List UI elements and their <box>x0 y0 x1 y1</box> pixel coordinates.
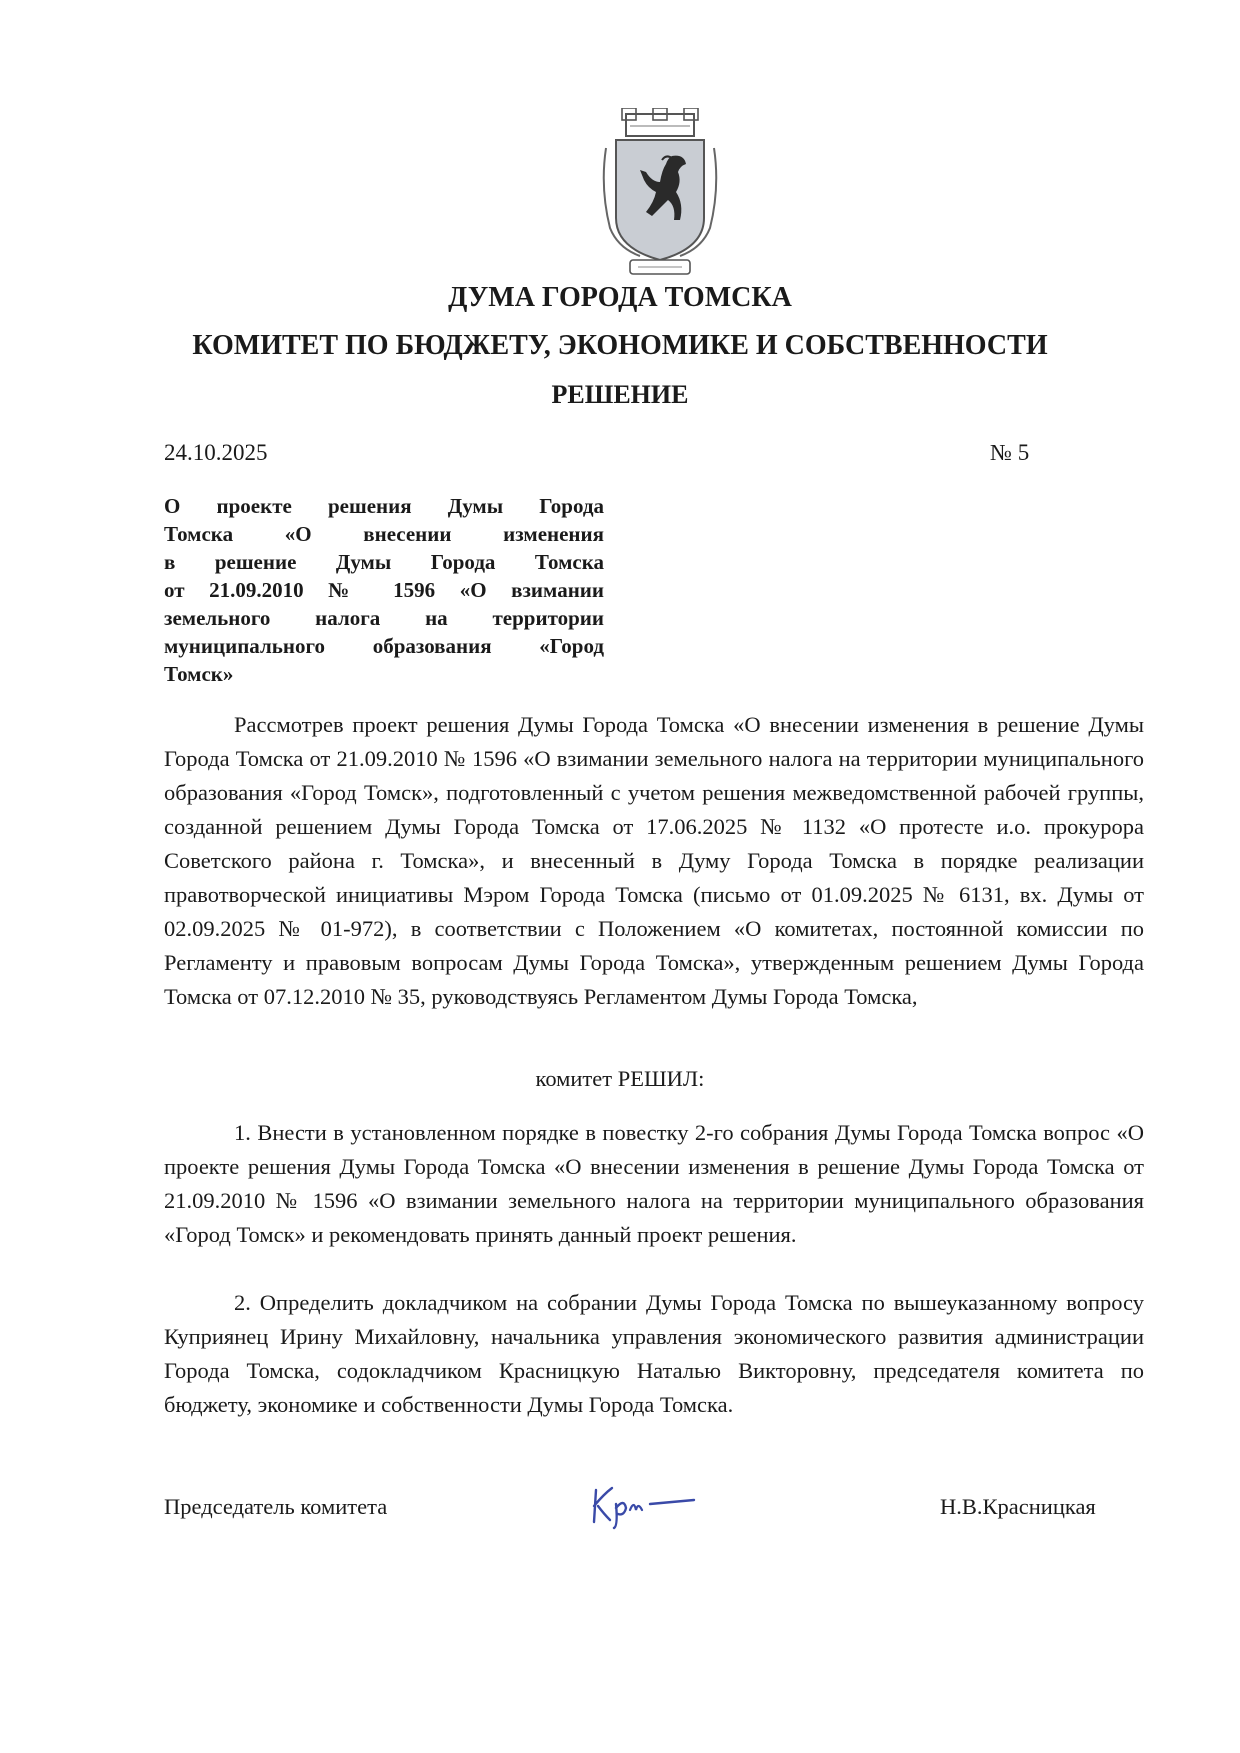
subject-line: в решение Думы Города Томска <box>164 550 604 574</box>
subject-line: земельного налога на территории <box>164 606 604 630</box>
signatory-name: Н.В.Красницкая <box>940 1494 1096 1519</box>
subject-line: О проекте решения Думы Города <box>164 494 604 518</box>
resolution-item-1: 1. Внести в установленном порядке в повестку 2-го собрания Думы Города Томска вопрос «О проекте решения Думы Города Томска «О внесении изменения в решение Думы Города Томска от 21.09.2010 № 1596 «О взимании земельного налога на территории муниципального образования «Город Томск» и рекомендовать принять данный проект решения. <box>164 1120 1144 1247</box>
subject-line: Томска «О внесении изменения <box>164 522 604 546</box>
resolution-item-2: 2. Определить докладчиком на собрании Думы Города Томска по вышеуказанному вопросу Куприянец Ирину Михайловну, начальника управления экономического развития администрации Города Томска, содокладчиком Красницкую Наталью Викторовну, председателя комитета по бюджету, экономике и собственности Думы Города Томска. <box>164 1290 1144 1417</box>
signatory-position: Председатель комитета <box>164 1494 388 1519</box>
document-date: 24.10.2025 <box>164 440 268 465</box>
resolved-heading: комитет РЕШИЛ: <box>535 1066 705 1091</box>
document-number: № 5 <box>990 440 1030 465</box>
committee-title: КОМИТЕТ ПО БЮДЖЕТУ, ЭКОНОМИКЕ И СОБСТВЕННОСТИ <box>192 330 1048 361</box>
document-subject <box>164 492 604 688</box>
preamble-paragraph: Рассмотрев проект решения Думы Города Томска «О внесении изменения в решение Думы Города Томска от 21.09.2010 № 1596 «О взимании земельного налога на территории муниципального образования «Город Томск», подготовленный с учетом решения межведомственной рабочей группы, созданной решением Думы Города Томска от 17.06.2025 № 1132 «О протесте и.о. прокурора Советского района г. Томска», и внесенный в Думу Города Томска в порядке реализации правотворческой инициативы Мэром Города Томска (письмо от 01.09.2025 № 6131, вх. Думы от 02.09.2025 № 01-972), в соответствии с Положением «О комитетах, постоянной комиссии по Регламенту и правовым вопросам Думы Города Томска», утвержденным решением Думы Города Томска от 07.12.2010 № 35, руководствуясь Регламентом Думы Города Томска, <box>164 712 1144 1009</box>
subject-line: от 21.09.2010 № 1596 «О взимании <box>164 578 604 602</box>
document-type: РЕШЕНИЕ <box>551 380 689 409</box>
subject-line: Томск» <box>164 662 234 686</box>
organization-title: ДУМА ГОРОДА ТОМСКА <box>448 282 792 313</box>
subject-line: муниципального образования «Город <box>164 634 604 658</box>
coat-of-arms-icon <box>600 108 720 278</box>
handwritten-signature <box>590 1480 700 1530</box>
